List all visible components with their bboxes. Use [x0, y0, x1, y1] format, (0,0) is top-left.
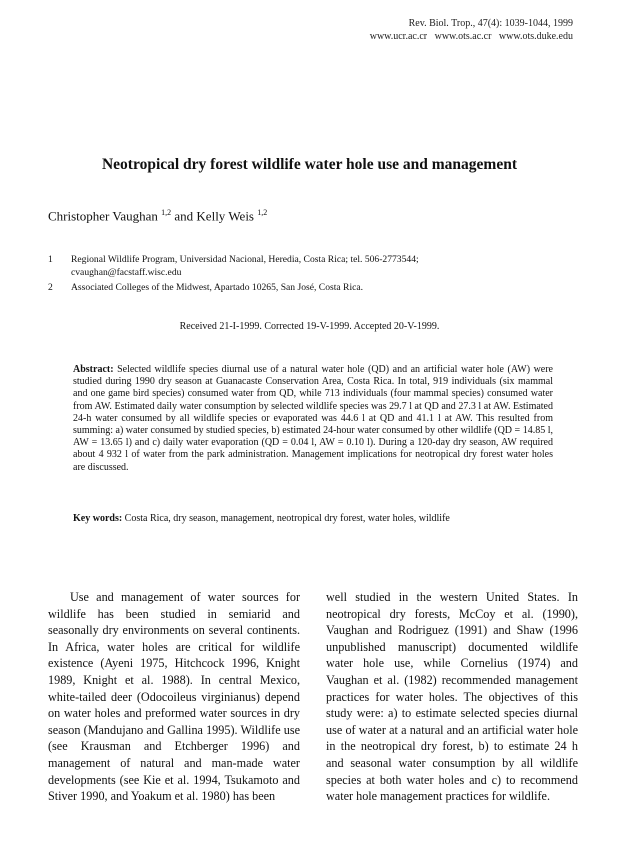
author-conjunction: and	[174, 208, 194, 224]
body-column-right: well studied in the western United States. In neotropical dry forests, McCoy et al. (1990), Vaughan and Rodriguez (1991) and Shaw (1996 unpublished manuscript) documented wildlife water hole use, while Cornelius (1974) and Vaughan et al. (1982) recommended management practices for water holes. The objectives of this study were: a) to estimate selected species diurnal use of water at a natural and an artificial water hole in the neotropical dry forest, b) to estimate 24 h and seasonal water consumption by all wildlife species at both water holes and c) to recommend water hole management practices for wildlife.	[326, 590, 578, 804]
keywords-text: Costa Rica, dry season, management, neotropical dry forest, water holes, wildlife	[124, 513, 450, 524]
body-column-left: Use and management of water sources for wildlife has been studied in semiarid and seasonally dry environments on several continents. In Africa, water holes are critical for wildlife existence (Ayeni 1975, Hitchcock 1996, Knight 1989, Knight et al. 1988). In central Mexico, white-tailed deer (Odocoileus virginianus) depend on water holes and preformed water sources in dry season (Mandujano and Gallina 1995). Wildlife use (see Krausman and Etchberger 1996) and management of natural and man-made water developments (see Kie et al. 1994, Tsukamoto and Stiver 1990, and Yoakum et al. 1980) has been	[48, 590, 300, 804]
author-name: Kelly Weis	[196, 208, 254, 224]
affiliation-number: 1	[48, 254, 53, 265]
abstract-label: Abstract:	[73, 364, 114, 375]
keywords	[73, 513, 450, 524]
journal-citation: Rev. Biol. Trop., 47(4): 1039-1044, 1999	[408, 18, 573, 29]
affiliation-text: Regional Wildlife Program, Universidad Nacional, Heredia, Costa Rica; tel. 506-2773544; cvaughan@facstaff.wisc.edu	[71, 254, 419, 278]
received-dates: Received 21-I-1999. Corrected 19-V-1999. Accepted 20-V-1999.	[179, 321, 440, 332]
affiliation-number: 2	[48, 282, 53, 293]
author-line	[48, 208, 267, 224]
paper-title: Neotropical dry forest wildlife water hole use and management	[101, 156, 517, 173]
author-affiliation-marker: 1,2	[161, 208, 172, 217]
author-affiliation-marker: 1,2	[257, 208, 268, 217]
abstract-text: Selected wildlife species diurnal use of a natural water hole (QD) and an artificial water hole (AW) were studied during 1990 dry season at Guanacaste Conservation Area, Costa Rica. In total, 919 individuals (six mammal and one game bird species) consumed water from QD, while 713 individuals (four mammal species) consumed water from AW. Estimated daily water consumption by selected wildlife species was 29.7 l at QD and 27.3 l at AW. Estimated 24-h water consumed by all wildlife species or evaporated was 44.6 l at QD and 41.1 l at AW. This resulted from summing: a) water consumed by studied species, b) estimated 24-hour water consumed by other wildlife (QD = 14.85 l, AW = 13.65 l) and c) daily water evaporation (QD = 0.04 l, AW = 0.10 l). During a 120-day dry season, AW required about 4 932 l of water from the park administration. Management implications for neotropical dry forest water holes are discussed.	[73, 364, 554, 473]
abstract	[73, 364, 553, 474]
author-name: Christopher Vaughan	[48, 208, 158, 224]
keywords-label: Key words:	[73, 513, 123, 524]
affiliation-text: Associated Colleges of the Midwest, Apartado 10265, San José, Costa Rica.	[71, 282, 364, 293]
journal-urls: www.ucr.ac.cr www.ots.ac.cr www.ots.duke.edu	[369, 31, 573, 42]
